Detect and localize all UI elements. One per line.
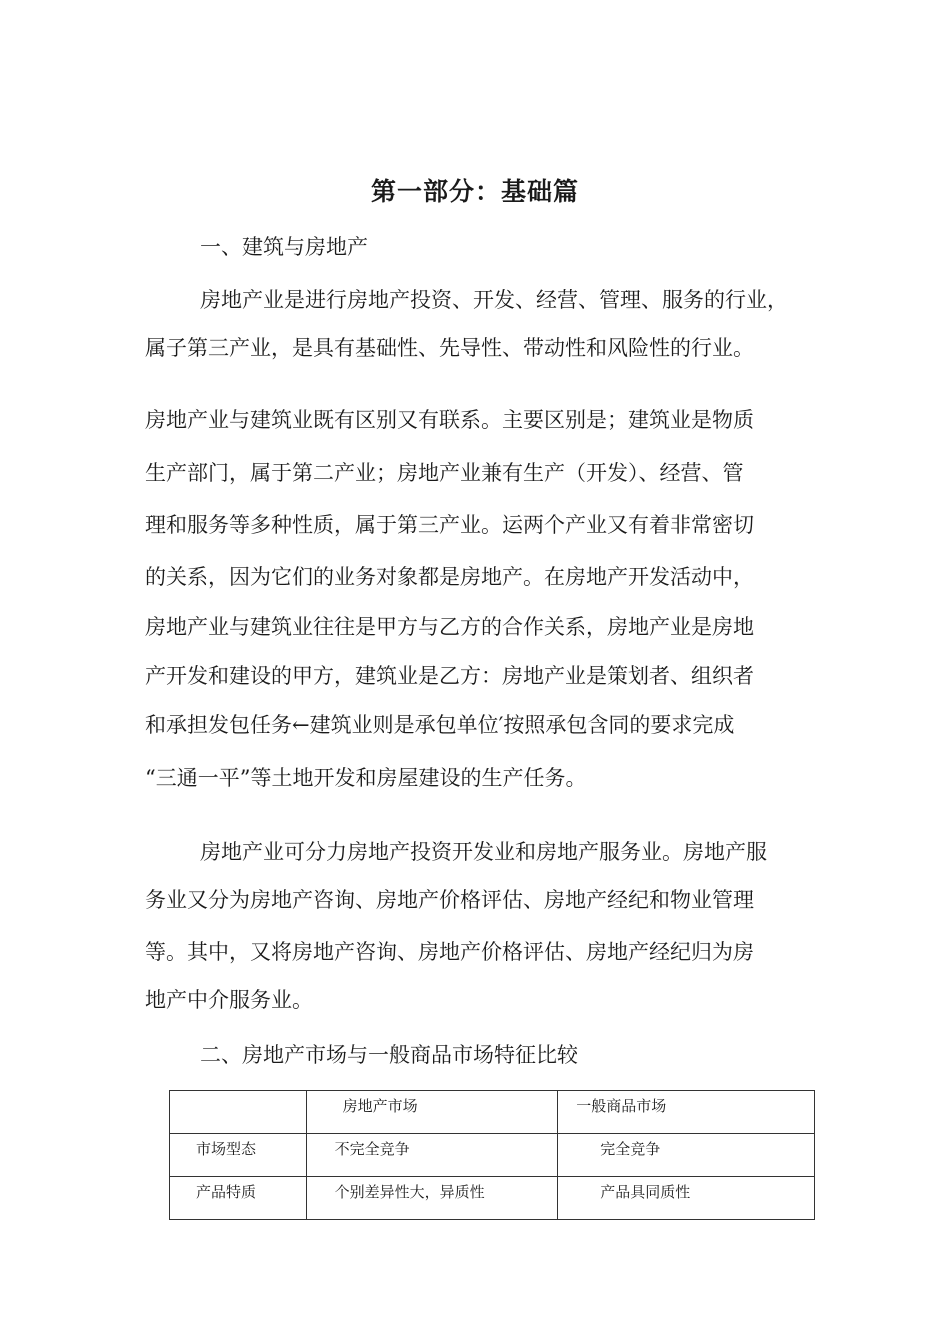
paragraph-line: 房地产业与建筑业既有区别又有联系。主要区别是；建筑业是物质 [145, 408, 754, 432]
paragraph-line: 地产中介服务业。 [145, 988, 313, 1012]
table-header-cell: 房地产市场 [306, 1091, 558, 1134]
paragraph-line: 生产部门，属于第二产业；房地产业兼有生产（开发）、经营、管 [145, 461, 744, 485]
table-cell: 产品具同质性 [558, 1177, 815, 1220]
table-cell: 完全竞争 [558, 1134, 815, 1177]
page-title: 第一部分：基础篇 [370, 177, 579, 206]
table-cell: 个别差异性大，异质性 [306, 1177, 558, 1220]
table-header-cell: 一般商品市场 [558, 1091, 815, 1134]
table-row [170, 1134, 815, 1177]
paragraph-line: 的关系，因为它们的业务对象都是房地产。在房地产开发活动中， [145, 565, 754, 589]
paragraph-line: 等。其中，又将房地产咨询、房地产价格评估、房地产经纪归为房 [145, 940, 754, 964]
paragraph-line: 房地产业与建筑业往往是甲方与乙方的合作关系，房地产业是房地 [145, 615, 754, 639]
paragraph-line: 和承担发包任务←建筑业则是承包单位′按照承包含同的要求完成 [145, 713, 735, 737]
table-row [170, 1177, 815, 1220]
paragraph-line: 理和服务等多种性质，属于第三产业。运两个产业又有着非常密切 [145, 513, 754, 537]
paragraph-line: 房地产业是进行房地产投资、开发、经营、管理、服务的行业， [200, 288, 788, 312]
comparison-table [169, 1090, 815, 1220]
paragraph-line: 房地产业可分力房地产投资开发业和房地产服务业。房地产服 [200, 840, 767, 864]
paragraph-line: 产开发和建设的甲方，建筑业是乙方：房地产业是策划者、组织者 [145, 664, 754, 688]
paragraph-line: 务业又分为房地产咨询、房地产价格评估、房地产经纪和物业管理 [145, 888, 754, 912]
section-heading: 一、建筑与房地产 [200, 235, 368, 259]
table-header-cell [170, 1091, 307, 1134]
paragraph-line: 属子第三产业，是具有基础性、先导性、带动性和风险性的行业。 [145, 336, 754, 360]
table-cell: 不完全竞争 [306, 1134, 558, 1177]
section-heading: 二、房地产市场与一般商品市场特征比较 [200, 1043, 578, 1067]
table-header-row [170, 1091, 815, 1134]
table-cell: 市场型态 [170, 1134, 307, 1177]
paragraph-line: “三通一平”等土地开发和房屋建设的生产任务。 [145, 766, 587, 790]
table-cell: 产品特质 [170, 1177, 307, 1220]
